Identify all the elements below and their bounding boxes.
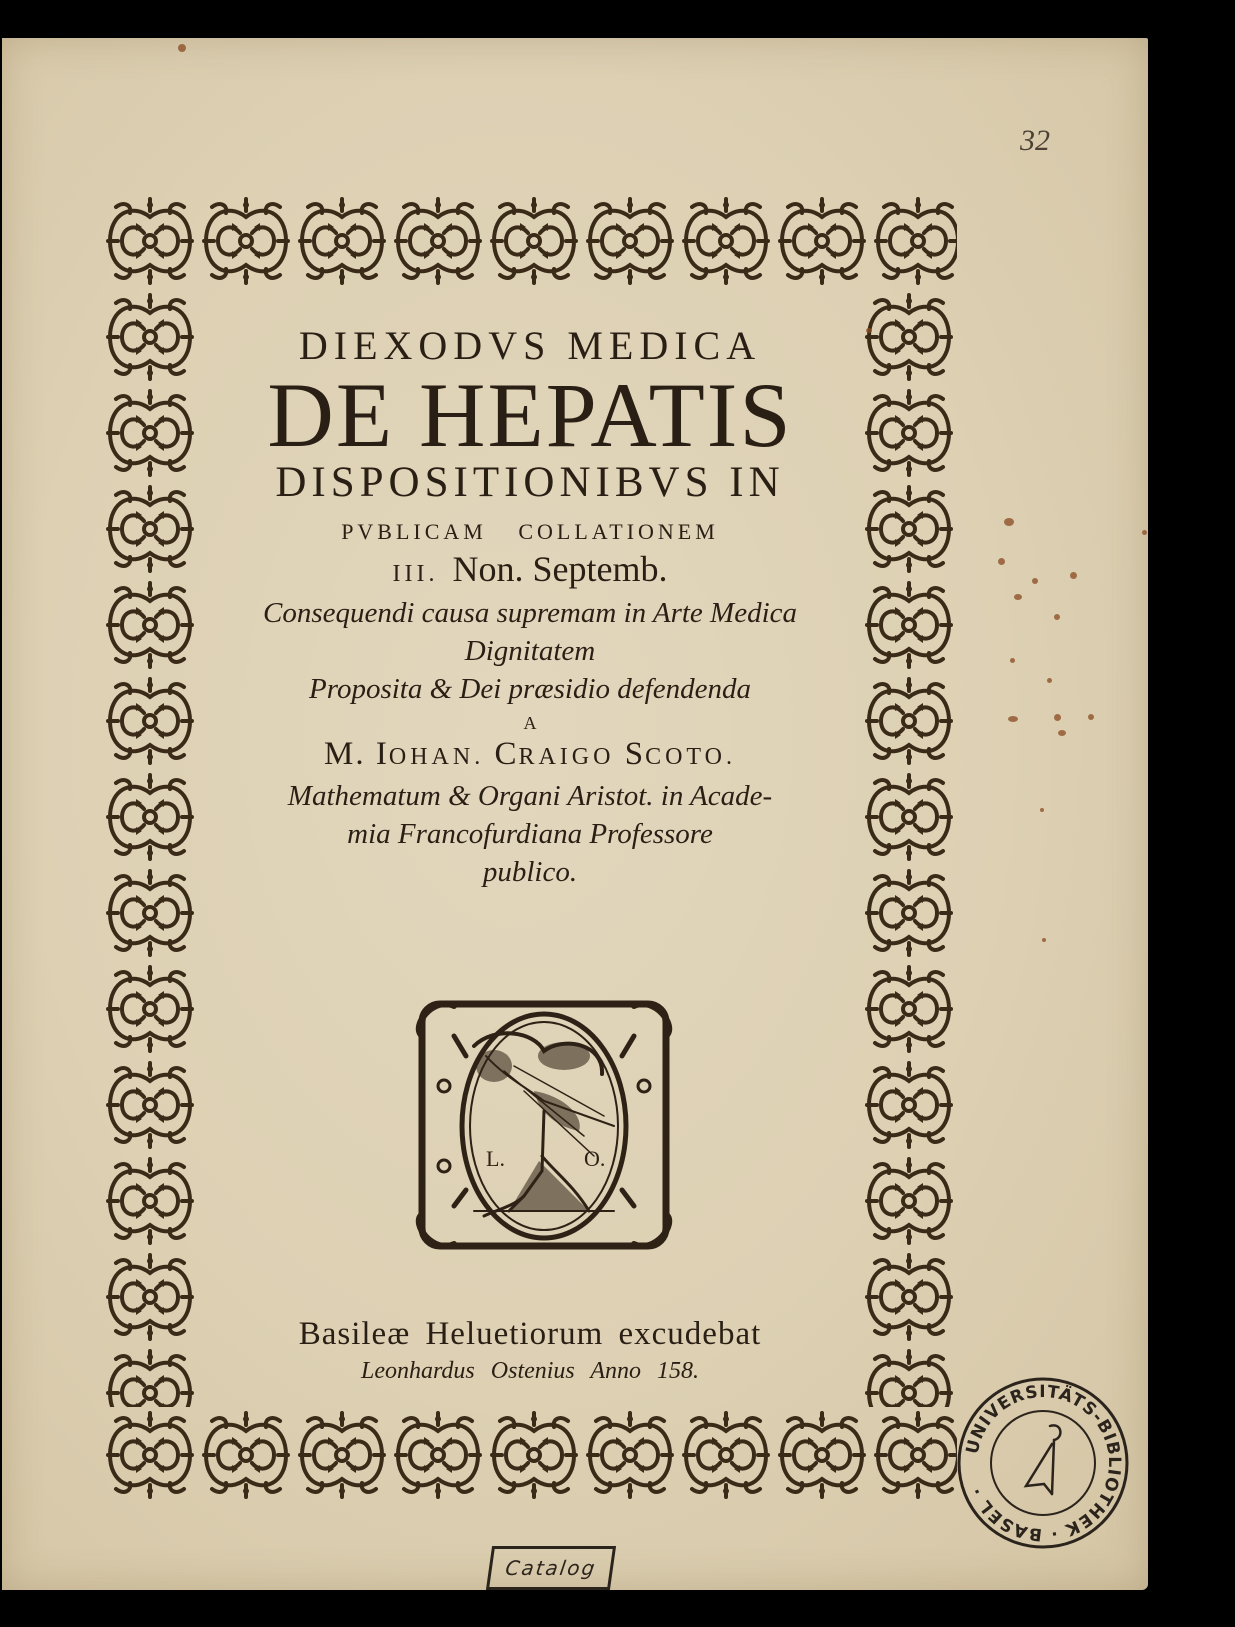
folio-number: 32	[1020, 124, 1050, 157]
date-line	[198, 549, 862, 594]
author-preposition: A	[523, 713, 537, 733]
date-text: Non. Septemb.	[452, 549, 668, 589]
author-given-cap: I	[375, 736, 389, 772]
author-origin-cap: S	[624, 736, 646, 772]
author-initial: M.	[324, 736, 366, 772]
title-block	[198, 298, 862, 891]
title-line-3: DISPOSITIONIBVS IN	[275, 459, 785, 506]
purpose-line-2: Dignitatem	[464, 635, 596, 667]
book-page	[2, 38, 1148, 1590]
library-ownership-stamp	[954, 1374, 1132, 1552]
affiliation-line-3: publico.	[482, 856, 578, 888]
author-name	[198, 734, 862, 777]
author-surname-rest: RAIGO	[518, 744, 615, 770]
border-left-ornament	[102, 289, 198, 1407]
purpose-line-3: Proposita & Dei præsidio defendenda	[309, 673, 751, 705]
date-numeral: III.	[392, 561, 439, 587]
device-letter-left: L.	[486, 1146, 505, 1171]
author-surname-cap: C	[494, 736, 519, 772]
device-letter-right: O.	[584, 1146, 606, 1171]
imprint-place: Basileæ Heluetiorum excudebat	[298, 1316, 762, 1352]
title-main: DE HEPATIS	[267, 364, 793, 466]
imprint-printer-date: Leonhardus Ostenius Anno 158.	[360, 1358, 699, 1384]
author-given-rest: OHAN.	[388, 744, 485, 770]
purpose-line-1: Consequendi causa supremam in Arte Medica	[262, 597, 797, 629]
svg-text:UNIVERSITÄTS-BIBLIOTHEK · BASE: UNIVERSITÄTS-BIBLIOTHEK · BASEL ·	[962, 1381, 1125, 1545]
printers-device-woodcut	[414, 996, 674, 1254]
affiliation-line-2: mia Francofurdiana Professore	[347, 818, 713, 850]
title-line-4: PVBLICAM COLLATIONEM	[341, 519, 719, 544]
border-bottom-ornament	[102, 1407, 957, 1503]
border-right-ornament	[861, 289, 957, 1407]
affiliation-line-1: Mathematum & Organi Aristot. in Acade-	[287, 780, 773, 812]
catalog-stamp	[486, 1546, 616, 1590]
catalog-stamp-text: Catalog	[503, 1556, 599, 1580]
title-line-1: DIEXODVS MEDICA	[298, 323, 762, 368]
imprint	[198, 1314, 862, 1388]
author-origin-rest: COTO.	[645, 744, 736, 770]
border-top-ornament	[102, 193, 957, 289]
